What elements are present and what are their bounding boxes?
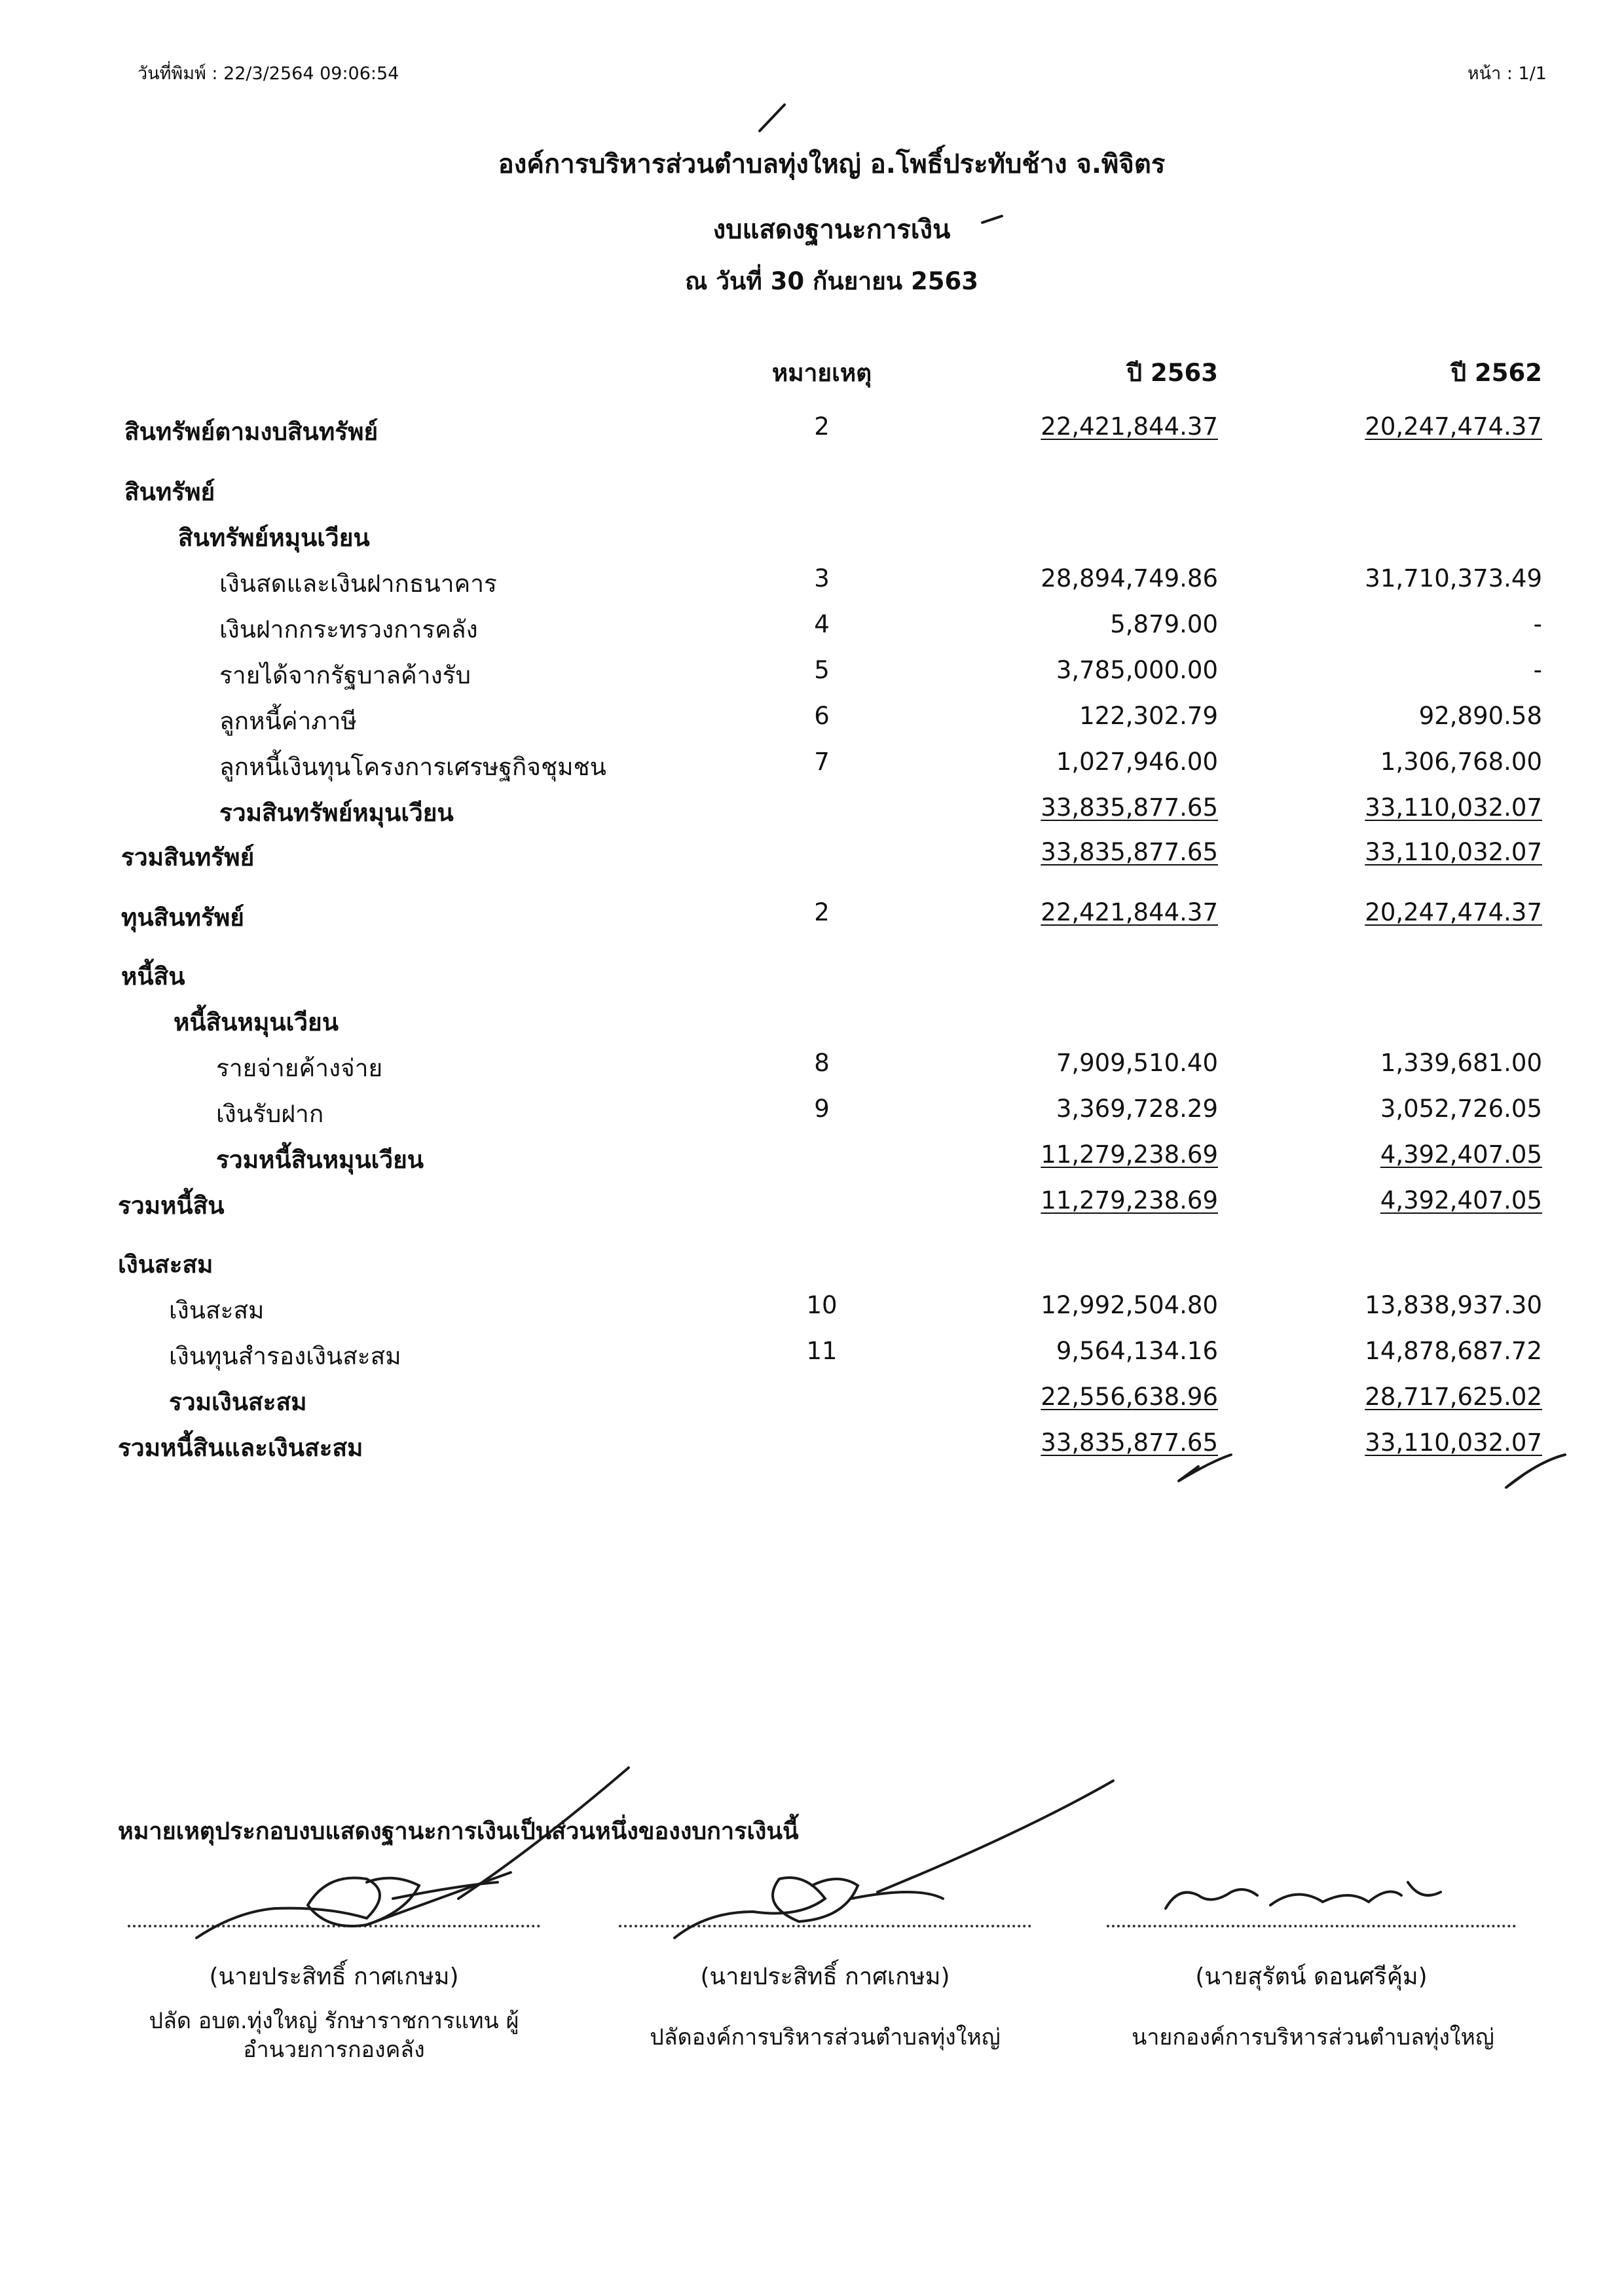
row-value-2562: 3,052,726.05 — [1380, 1095, 1542, 1123]
row-label: เงินทุนสำรองเงินสะสม — [169, 1342, 401, 1370]
row-value-2563: 122,302.79 — [1079, 702, 1218, 730]
signatory-position-3: นายกองค์การบริหารส่วนตำบลทุ่งใหญ่ — [1132, 2024, 1494, 2050]
row-label: รวมหนี้สินหมุนเวียน — [216, 1146, 424, 1174]
row-value-2562: 1,339,681.00 — [1380, 1049, 1542, 1077]
row-value-2562: 28,717,625.02 — [1365, 1383, 1542, 1411]
row-label: ทุนสินทรัพย์ — [121, 903, 244, 932]
row-label: เงินสดและเงินฝากธนาคาร — [219, 570, 497, 598]
row-label: หนี้สิน — [121, 962, 185, 991]
row-note: 10 — [806, 1291, 838, 1319]
row-value-2562: 33,110,032.07 — [1365, 838, 1542, 866]
row-label: เงินสะสม — [118, 1250, 213, 1279]
row-value-2563: 5,879.00 — [1110, 610, 1218, 638]
row-value-2562: - — [1533, 610, 1542, 638]
row-value-2562: 4,392,407.05 — [1380, 1186, 1542, 1214]
row-note: 4 — [814, 610, 830, 638]
statement-date: ณ วันที่ 30 กันยายน 2563 — [685, 267, 978, 295]
row-label: เงินสะสม — [169, 1296, 265, 1324]
col-2562-header: ปี 2562 — [1450, 359, 1542, 387]
row-value-2563: 22,421,844.37 — [1041, 898, 1218, 926]
row-value-2562: 4,392,407.05 — [1380, 1140, 1542, 1169]
org-title: องค์การบริหารส่วนตำบลทุ่งใหญ่ อ.โพธิ์ประทับช้าง จ.พิจิตร — [498, 149, 1166, 179]
row-label: รวมสินทรัพย์ — [121, 843, 255, 871]
row-note: 2 — [814, 412, 830, 441]
statement-title: งบแสดงฐานะการเงิน — [712, 215, 951, 245]
row-value-2563: 1,027,946.00 — [1056, 748, 1218, 776]
row-label: สินทรัพย์ — [124, 478, 215, 506]
row-label: รวมหนี้สิน — [118, 1192, 225, 1220]
row-value-2562: 14,878,687.72 — [1365, 1337, 1542, 1365]
page-number: หน้า : 1/1 — [1467, 64, 1547, 84]
row-note: 8 — [814, 1049, 830, 1077]
row-value-2563: 33,835,877.65 — [1041, 838, 1218, 866]
signatory-position-2: ปลัดองค์การบริหารส่วนตำบลทุ่งใหญ่ — [650, 2024, 1001, 2050]
row-label: รายจ่ายค้างจ่าย — [216, 1054, 383, 1082]
row-value-2562: 33,110,032.07 — [1365, 1429, 1542, 1457]
row-value-2563: 9,564,134.16 — [1056, 1337, 1218, 1365]
row-label: หนี้สินหมุนเวียน — [174, 1008, 339, 1036]
row-note: 5 — [814, 656, 830, 684]
row-label: รวมสินทรัพย์หมุนเวียน — [219, 799, 454, 827]
row-label: ลูกหนี้เงินทุนโครงการเศรษฐกิจชุมชน — [219, 753, 606, 781]
signatory-name-2: (นายประสิทธิ์ กาศเกษม) — [700, 1963, 950, 1990]
row-note: 11 — [806, 1337, 838, 1365]
print-date: วันที่พิมพ์ : 22/3/2564 09:06:54 — [138, 64, 399, 84]
signatory-name-3: (นายสุรัตน์ ดอนศรีคุ้ม) — [1195, 1963, 1428, 1990]
row-value-2563: 3,369,728.29 — [1056, 1095, 1218, 1123]
row-value-2563: 22,556,638.96 — [1041, 1383, 1218, 1411]
row-value-2562: 92,890.58 — [1418, 702, 1542, 730]
row-value-2562: 20,247,474.37 — [1365, 898, 1542, 926]
row-value-2563: 33,835,877.65 — [1041, 1429, 1218, 1457]
row-label: เงินรับฝาก — [216, 1100, 324, 1128]
row-label: สินทรัพย์หมุนเวียน — [178, 524, 370, 552]
row-label: รายได้จากรัฐบาลค้างรับ — [219, 661, 471, 689]
row-note: 7 — [814, 748, 830, 776]
row-label: สินทรัพย์ตามงบสินทรัพย์ — [124, 418, 378, 446]
row-value-2563: 3,785,000.00 — [1056, 656, 1218, 684]
row-value-2562: 13,838,937.30 — [1365, 1291, 1542, 1319]
row-value-2563: 28,894,749.86 — [1041, 564, 1218, 592]
row-label: ลูกหนี้ค่าภาษี — [219, 707, 357, 735]
row-label: รวมหนี้สินและเงินสะสม — [118, 1434, 363, 1462]
row-value-2563: 11,279,238.69 — [1041, 1140, 1218, 1169]
row-note: 6 — [814, 702, 830, 730]
row-note: 2 — [814, 898, 830, 926]
col-note-header: หมายเหตุ — [771, 359, 872, 387]
row-value-2562: 31,710,373.49 — [1365, 564, 1542, 592]
row-value-2562: - — [1533, 656, 1542, 684]
col-2563-header: ปี 2563 — [1126, 359, 1218, 387]
row-value-2563: 12,992,504.80 — [1041, 1291, 1218, 1319]
row-label: เงินฝากกระทรวงการคลัง — [219, 615, 478, 644]
signatory-name-1: (นายประสิทธิ์ กาศเกษม) — [209, 1963, 459, 1990]
row-value-2563: 7,909,510.40 — [1056, 1049, 1218, 1077]
row-value-2562: 20,247,474.37 — [1365, 412, 1542, 441]
row-note: 9 — [814, 1095, 830, 1123]
row-value-2563: 11,279,238.69 — [1041, 1186, 1218, 1214]
row-value-2563: 33,835,877.65 — [1041, 793, 1218, 822]
row-value-2562: 1,306,768.00 — [1380, 748, 1542, 776]
signatory-position-1: ปลัด อบต.ทุ่งใหญ่ รักษาราชการแทน ผู้อำนวยการกองคลัง — [149, 2008, 519, 2063]
row-label: รวมเงินสะสม — [169, 1388, 307, 1416]
row-note: 3 — [814, 564, 830, 592]
footnote: หมายเหตุประกอบงบแสดงฐานะการเงินเป็นส่วนหนึ่งของงบการเงินนี้ — [118, 1818, 799, 1845]
row-value-2563: 22,421,844.37 — [1041, 412, 1218, 441]
row-value-2562: 33,110,032.07 — [1365, 793, 1542, 822]
